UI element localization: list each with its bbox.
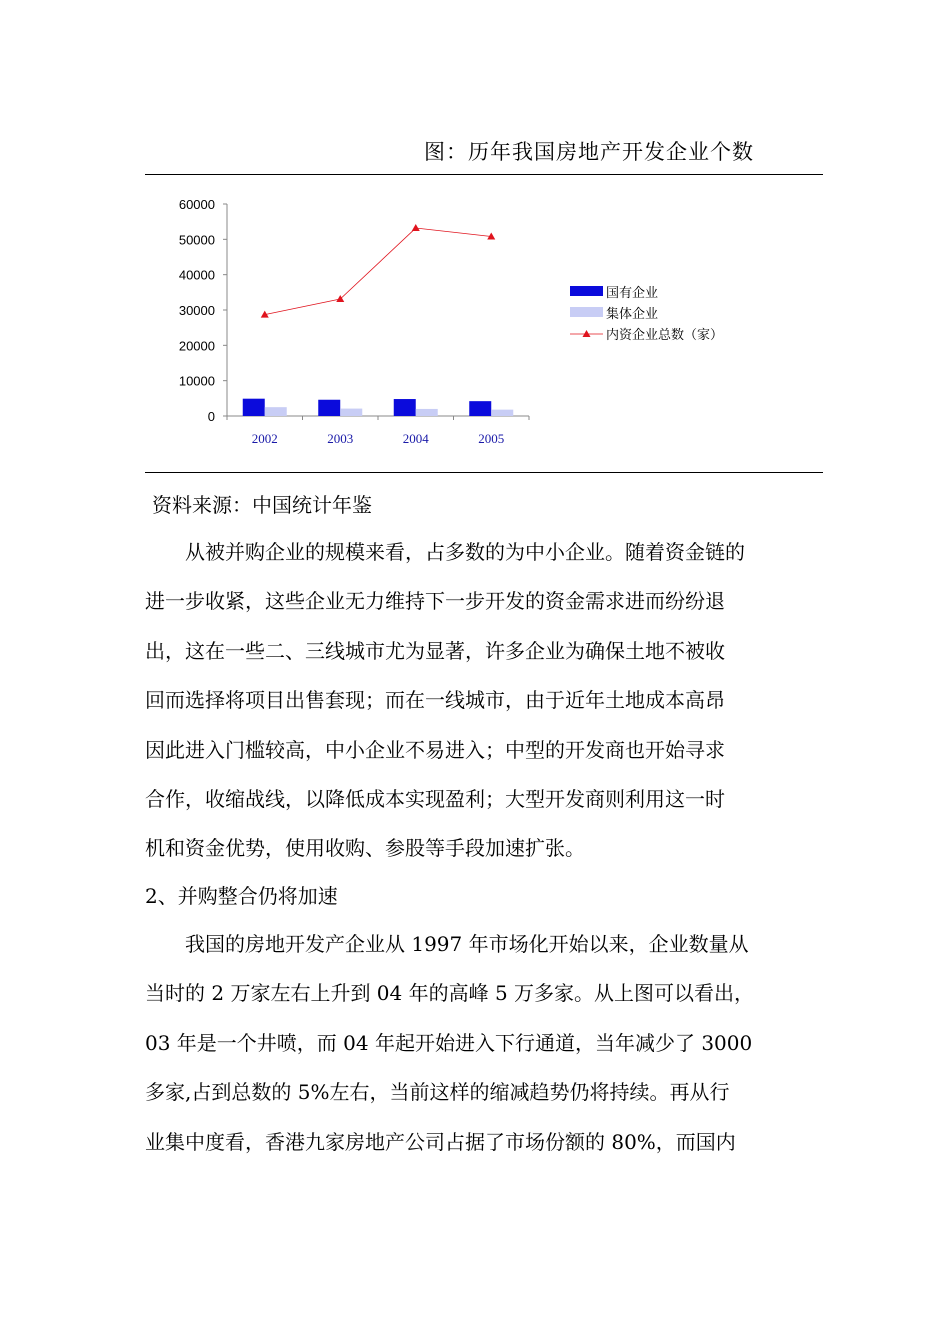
top-rule [145, 174, 823, 175]
paragraph-1-line: 机和资金优势，使用收购、参股等手段加速扩张。 [145, 836, 585, 861]
x-tick-label: 2004 [402, 431, 429, 446]
y-tick-label: 50000 [178, 232, 215, 248]
line-point [412, 224, 420, 231]
bar [394, 399, 416, 416]
x-tick-label: 2002 [251, 431, 278, 446]
section-heading: 2、并购整合仍将加速 [145, 884, 338, 908]
legend-label: 内资企业总数（家） [606, 327, 724, 342]
legend-label: 集体企业 [606, 306, 659, 321]
paragraph-1-line: 进一步收紧，这些企业无力维持下一步开发的资金需求进而纷纷退 [145, 589, 725, 614]
legend-swatch [570, 307, 603, 317]
paragraph-1-line: 出，这在一些二、三线城市尤为显著，许多企业为确保土地不被收 [145, 638, 725, 663]
x-tick-label: 2005 [478, 431, 505, 446]
paragraph-2 [145, 920, 754, 1167]
bar [416, 409, 438, 416]
paragraph-1-line: 合作，收缩战线，以降低成本实现盈利；大型开发商则利用这一时 [145, 787, 725, 812]
y-tick-label: 30000 [178, 303, 215, 318]
bottom-rule [145, 472, 823, 473]
paragraph-2-line: 03 年是一个井喷，而 04 年起开始进入下行通道，当年减少了 3000 [145, 1030, 753, 1055]
bar [243, 399, 265, 416]
figure-title: 图：历年我国房地产开发企业个数 [424, 140, 754, 164]
paragraph-2-line: 业集中度看，香港九家房地产公司占据了市场份额的 80%，而国内 [145, 1129, 736, 1154]
paragraph-1-line: 从被并购企业的规模来看，占多数的为中小企业。随着资金链的 [145, 540, 745, 564]
bar [340, 409, 362, 416]
bar [491, 410, 513, 416]
bar [318, 400, 340, 416]
paragraph-1-line: 因此进入门槛较高，中小企业不易进入；中型的开发商也开始寻求 [145, 737, 725, 762]
legend-marker [583, 330, 591, 337]
y-tick-label: 0 [207, 409, 215, 424]
chart [145, 176, 823, 472]
paragraph-2-line: 当时的 2 万家左右上升到 04 年的高峰 5 万多家。从上图可以看出， [145, 981, 755, 1006]
y-tick-label: 10000 [178, 373, 215, 389]
bar [265, 407, 287, 416]
bar [469, 401, 491, 416]
y-tick-label: 20000 [178, 338, 215, 354]
series-line [265, 228, 492, 315]
x-tick-label: 2003 [327, 431, 354, 446]
y-tick-label: 60000 [178, 197, 215, 212]
y-tick-label: 40000 [178, 267, 215, 283]
paragraph-1-line: 回而选择将项目出售套现；而在一线城市，由于近年土地成本高昂 [145, 688, 725, 713]
legend-label: 国有企业 [606, 285, 659, 300]
figure-source: 资料来源：中国统计年鉴 [152, 493, 372, 517]
paragraph-2-line: 多家,占到总数的 5%左右，当前这样的缩减趋势仍将持续。再从行 [145, 1080, 730, 1105]
paragraph-1 [145, 528, 745, 874]
paragraph-2-line: 我国的房地开发产企业从 1997 年市场化开始以来，企业数量从 [145, 932, 749, 956]
legend-swatch [570, 286, 603, 296]
